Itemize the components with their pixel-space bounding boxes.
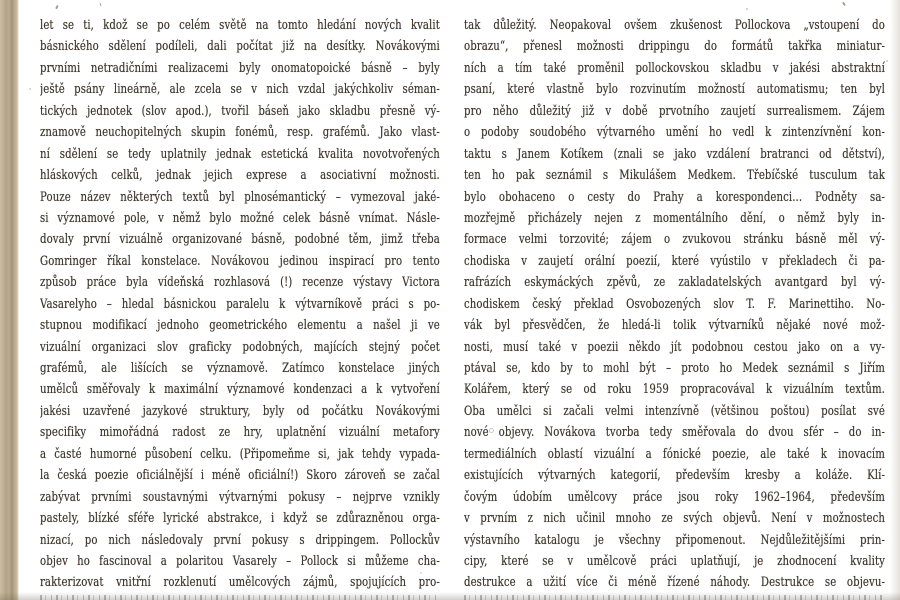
text-line: Gomringer říkal konstelace. Novákovou jedinou inspirací pro tento	[40, 253, 440, 269]
text-line: ještě psány lineárně, ale zcela se v nich vzdal jakýchkoliv séman-	[40, 82, 440, 98]
text-column-left	[40, 15, 440, 594]
scan-speckle	[746, 8, 748, 10]
text-line: vizuální organizaci slov graficky podobných, majících stejný počet	[40, 339, 440, 355]
page-left-edge-shadow	[0, 0, 19, 600]
cutoff-text-line-right	[464, 595, 885, 600]
text-line: si významové pole, v němž bylo možné celek básně vnímat. Násle-	[40, 210, 440, 226]
text-line: existujících výtvarných kategorií, především kresby a koláže. Klí-	[464, 468, 885, 484]
text-line: pastely, blízké sféře lyrické abstrakce, i když se zdůrazněnou orga-	[40, 511, 440, 527]
text-line: umělců směřovaly k maximální významové kondenzaci a k vytvoření	[40, 382, 440, 398]
text-line: termediálních oblastí vizuální a fónické poezie, ale také k inovacím	[464, 446, 885, 462]
text-line: taktu s Janem Kotíkem (znali se jako vzdálení bratranci od dětství),	[464, 146, 885, 162]
text-line: chodiska v zaujetí orální poezií, které vyústilo v překladech či pa-	[464, 253, 885, 269]
text-line: Vasarelyho – hledal básnickou paralelu k výtvarníkově práci s po-	[40, 296, 440, 312]
page-right-edge-shadow	[890, 0, 900, 600]
text-line: ní sdělení se tedy uplatnily jednak estetická kvalita novotvořených	[40, 146, 440, 162]
scan-speckle	[489, 428, 494, 433]
text-line: v prvním z nich učinil mnoho ze svých objevů. Není v možnostech	[464, 511, 885, 527]
text-line: bylo obohaceno o cesty do Prahy a korespondenci... Podněty sa-	[464, 189, 885, 205]
text-line: ten ho pak seznámil s Mikulášem Medkem. Třebíčské tusculum tak	[464, 168, 885, 184]
text-line: způsob práce byla vídeňská rozhlasová (!) recenze výstavy Victora	[40, 275, 440, 291]
text-line: ptával se, kdo by to mohl být – proto ho Medek seznámil s Jiřím	[464, 361, 885, 376]
text-line: ních a tím také proměnil pollockovskou skladbu v jakési abstraktní	[464, 60, 885, 76]
text-line: rafrázích eskymáckých zpěvů, ze zakladatelských avantgard byl vý-	[464, 275, 885, 291]
text-line: o podoby soudobého výtvarného umění ho vedl k zintenzívnění kon-	[464, 125, 885, 141]
text-line: výstavního katalogu je všechny připomenout. Nejdůležitějšími prin-	[464, 532, 885, 548]
scan-speckle	[420, 572, 422, 574]
text-line: grafémů, ale lišících se významově. Zatímco konstelace jiných	[40, 361, 440, 376]
text-line: a časté humorné působení celku. (Připomeňme si, jak tehdy vypada-	[40, 446, 440, 462]
text-line: destrukce a užití více či méně řízené náhody. Destrukce se objevu-	[464, 575, 885, 591]
text-line: objev ho fascinoval a polaritou Vasarely – Pollock si můžeme cha-	[40, 553, 440, 569]
text-column-right	[464, 15, 885, 594]
text-line: rakterizovat vnitřní rozklenutí umělcových zájmů, spojujících pro-	[40, 575, 440, 591]
text-line: čovým údobím umělcovy práce jsou roky 1962–1964, především	[464, 489, 885, 505]
text-line: psaní, které vlastně bylo rozvinutím možností automatismu; ten byl	[464, 82, 885, 98]
text-line: jakési uzavřené jazykové struktury, byly od počátku Novákovými	[40, 403, 440, 419]
text-line: nosti, musí také v poezii někdo jít podobnou cestou jako on a vy-	[464, 339, 885, 355]
text-line: tických jednotek (slov apod.), tvořil báseň jako skladbu přesně vý-	[40, 103, 440, 119]
scan-speckle	[100, 3, 102, 6]
scan-speckle	[886, 60, 888, 62]
scan-speckle	[55, 5, 58, 9]
text-line: let se ti, kdož se po celém světě na tomto hledání nových kvalit	[40, 18, 440, 33]
text-line: chodiskem český překlad Osvobozených slov T. F. Marinettiho. No-	[464, 296, 885, 312]
text-line: Kolářem, který se od roku 1959 propracovával k vizuálním textům.	[464, 382, 885, 398]
text-line: dovaly první vizuálně organizované básně, podobné těm, jimž třeba	[40, 232, 440, 248]
text-line: tak důležitý. Neopakoval ovšem zkušenost Pollockova „vstoupení do	[464, 18, 885, 33]
text-line: specifiky mimořádná radost ze hry, uplatnění vizuální metafory	[40, 425, 440, 441]
text-line: vák byl přesvědčen, že hledá-li tolik výtvarníků nějaké nové mož-	[464, 318, 885, 334]
text-line: zabývat prvními soustavnými výtvarnými pokusy – nejprve vznikly	[40, 489, 440, 505]
scan-speckle	[842, 2, 846, 6]
text-line: mozřejmě přicházely nejen z momentálního dění, o němž byly in-	[464, 210, 885, 226]
text-line: obrazu“, přenesl možnosti drippingu do formátů takřka miniatur-	[464, 39, 885, 55]
text-line: prvními netradičními realizacemi byly onomatopoické básně – byly	[40, 60, 440, 76]
text-line: básnického sdělení podíleli, dali počítat již na desítky. Novákovými	[40, 39, 440, 55]
text-line: nové objevy. Novákova tvorba tedy směřovala do dvou sfér – do in-	[464, 425, 885, 441]
text-line: formace velmi torzovité; zájem o zvukovou stránku básně měl vý-	[464, 232, 885, 248]
text-line: nizací, po nich následovaly první pokusy s drippingem. Pollockův	[40, 532, 440, 548]
scan-speckle	[29, 88, 31, 90]
text-line: stupnou modifikací jednoho geometrického elementu a našel ji ve	[40, 318, 440, 334]
text-line: Oba umělci si začali velmi intenzívně (většinou poštou) posílat své	[464, 403, 885, 419]
text-line: hláskových celků, jednak jejich exprese a asociativní možnosti.	[40, 168, 440, 184]
text-line: la česká poezie oficiálnější i méně oficiální!) Skoro zároveň se začal	[40, 468, 440, 484]
cutoff-text-line-left	[40, 595, 440, 600]
text-line: cipy, které se v umělcově práci uplatňují, je zhodnocení kvality	[464, 553, 885, 569]
text-line: Pouze název některých textů byl plnosémantický – vymezoval jaké-	[40, 189, 440, 205]
text-line: pro něho důležitý již v době prvotního zaujetí surrealismem. Zájem	[464, 103, 885, 119]
text-line: znamově neuchopitelných skupin fonémů, resp. grafémů. Jako vlast-	[40, 125, 440, 141]
